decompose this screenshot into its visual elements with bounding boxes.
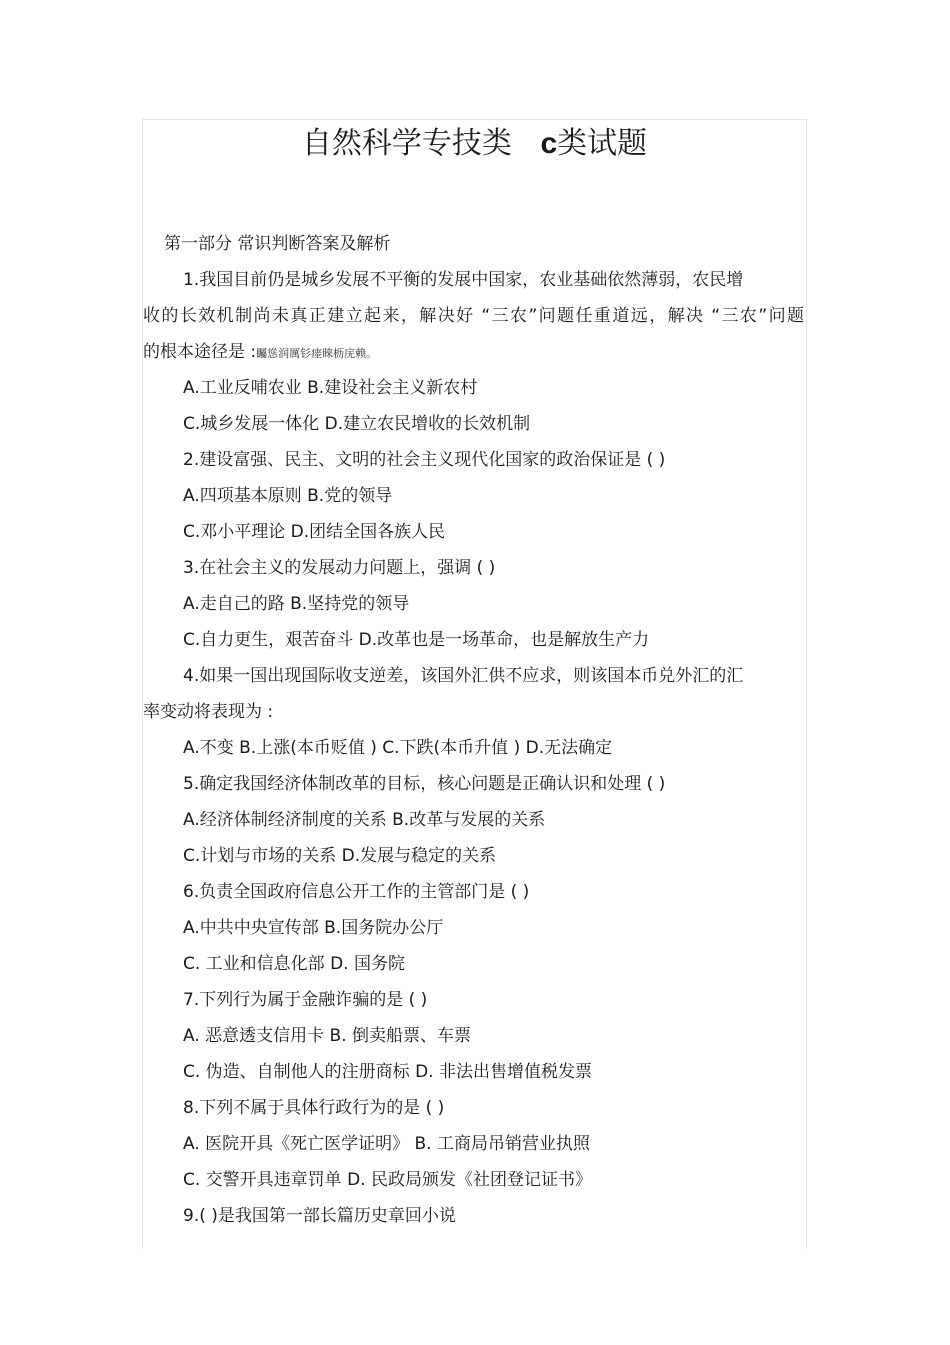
question-4-line-2: 率变动将表现为 : — [143, 702, 274, 722]
question-1-line-1: 1.我国目前仍是城乡发展不平衡的发展中国家，农业基础依然薄弱，农民增 — [183, 270, 744, 290]
question-8-line-1: 8.下列不属于具体行政行为的是 ( ) — [183, 1098, 445, 1118]
question-1-line-2: 收的长效机制尚未真正建立起来，解决好 “三农”问题任重道远，解决 “三农”问题 — [143, 306, 804, 326]
question-5-line-1: 5.确定我国经济体制改革的目标，核心问题是正确认识和处理 ( ) — [183, 774, 666, 794]
question-6-options-cd: C. 工业和信息化部 D. 国务院 — [183, 954, 405, 974]
question-3-options-ab: A.走自己的路 B.坚持党的领导 — [183, 594, 410, 614]
question-2-options-cd: C.邓小平理论 D.团结全国各族人民 — [183, 522, 446, 542]
title-main: 自然科学专技类 — [301, 126, 512, 161]
question-9-line-1: 9.( )是我国第一部长篇历史章回小说 — [183, 1206, 456, 1226]
section-heading: 第一部分 常识判断答案及解析 — [164, 234, 391, 254]
garbled-text: 矚慫润厲钐瘗睞枥庑赖。 — [256, 347, 378, 360]
question-6-options-ab: A.中共中央宣传部 B.国务院办公厅 — [183, 918, 444, 938]
question-2-line-1: 2.建设富强、民主、文明的社会主义现代化国家的政治保证是 ( ) — [183, 450, 666, 470]
question-3-line-1: 3.在社会主义的发展动力问题上，强调 ( ) — [183, 558, 496, 578]
question-6-line-1: 6.负责全国政府信息公开工作的主管部门是 ( ) — [183, 882, 530, 902]
document-title — [142, 124, 807, 164]
question-3-options-cd: C.自力更生，艰苦奋斗 D.改革也是一场革命，也是解放生产力 — [183, 630, 650, 650]
question-4-line-1: 4.如果一国出现国际收支逆差，该国外汇供不应求，则该国本币兑外汇的汇 — [183, 666, 744, 686]
question-8-options-cd: C. 交警开具违章罚单 D. 民政局颁发《社团登记证书》 — [183, 1170, 592, 1190]
title-code: c — [540, 127, 558, 160]
question-1-options-cd: C.城乡发展一体化 D.建立农民增收的长效机制 — [183, 414, 531, 434]
question-2-options-ab: A.四项基本原则 B.党的领导 — [183, 486, 393, 506]
question-7-options-cd: C. 伪造、自制他人的注册商标 D. 非法出售增值税发票 — [183, 1062, 592, 1082]
question-8-options-ab: A. 医院开具《死亡医学证明》 B. 工商局吊销营业执照 — [183, 1134, 591, 1154]
question-7-options-ab: A. 恶意透支信用卡 B. 倒卖船票、车票 — [183, 1026, 472, 1046]
question-4-options: A.不变 B.上涨(本币贬值 ) C.下跌(本币升值 ) D.无法确定 — [183, 738, 613, 758]
title-suffix: 类试题 — [557, 126, 648, 161]
question-7-line-1: 7.下列行为属于金融诈骗的是 ( ) — [183, 990, 428, 1010]
question-5-options-ab: A.经济体制经济制度的关系 B.改革与发展的关系 — [183, 810, 546, 830]
question-5-options-cd: C.计划与市场的关系 D.发展与稳定的关系 — [183, 846, 497, 866]
question-1-options-ab: A.工业反哺农业 B.建设社会主义新农村 — [183, 378, 478, 398]
question-1-line-3-text: 的根本途径是 : — [143, 342, 257, 362]
question-1-line-3 — [143, 340, 377, 366]
